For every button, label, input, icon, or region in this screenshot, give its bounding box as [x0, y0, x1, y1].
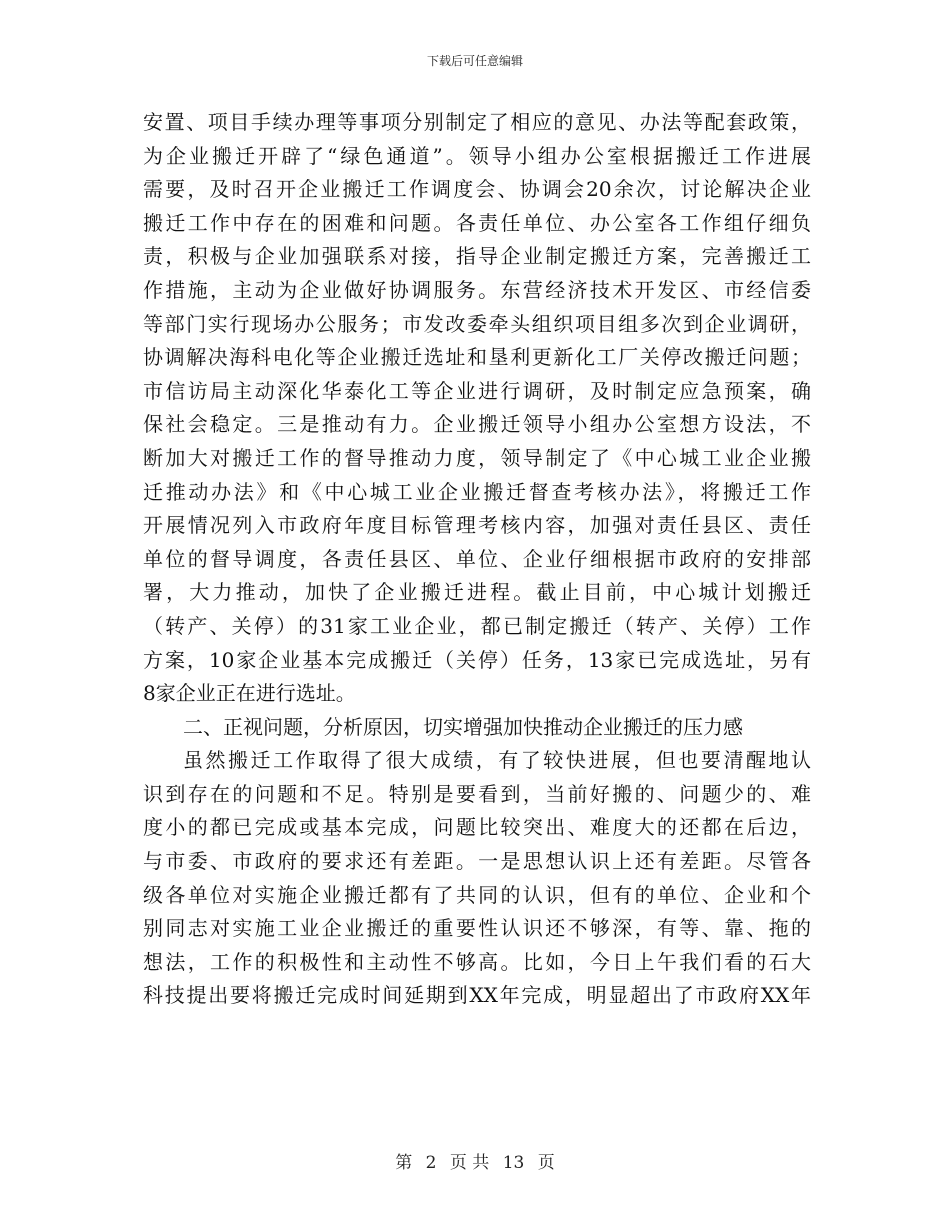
text-line: 识到存在的问题和不足。特别是要看到，当前好搬的、问题少的、难 — [143, 781, 811, 806]
text-line: 开展情况列入市政府年度目标管理考核内容，加强对责任县区、责任 — [143, 513, 811, 538]
text-line: 等部门实行现场办公服务；市发改委牵头组织项目组多次到企业调研， — [143, 311, 811, 336]
page-number: 2 — [425, 1153, 437, 1173]
text-line: 署，大力推动，加快了企业搬迁进程。截止目前，中心城计划搬迁 — [143, 580, 811, 605]
paragraph — [143, 711, 811, 745]
text-line: 8家企业正在进行选址。 — [143, 681, 356, 706]
text-line: 科技提出要将搬迁完成时间延期到XX年完成，明显超出了市政府XX年 — [143, 983, 811, 1008]
text-line: 迁推动办法》和《中心城工业企业搬迁督查考核办法》，将搬迁工作 — [143, 479, 811, 504]
text-line: 断加大对搬迁工作的督导推动力度，领导制定了《中心城工业企业搬 — [143, 445, 811, 470]
paragraph — [143, 106, 811, 711]
text-line: 别同志对实施工业企业搬迁的重要性认识还不够深，有等、靠、拖的 — [143, 916, 811, 941]
text-line: 级各单位对实施企业搬迁都有了共同的认识，但有的单位、企业和个 — [143, 882, 811, 907]
text-line: 安置、项目手续办理等事项分别制定了相应的意见、办法等配套政策， — [143, 110, 811, 134]
text-line: 方案，10家企业基本完成搬迁（关停）任务，13家已完成选址，另有 — [143, 647, 811, 672]
text-line: 与市委、市政府的要求还有差距。一是思想认识上还有差距。尽管各 — [143, 849, 811, 874]
text-line: 单位的督导调度，各责任县区、单位、企业仔细根据市政府的安排部 — [143, 546, 811, 571]
text-line: 度小的都已完成或基本完成，问题比较突出、难度大的还都在后边， — [143, 815, 811, 840]
page-suffix: 页 — [537, 1153, 555, 1173]
paragraph — [143, 744, 811, 1013]
page-header: 下载后可任意编辑 — [426, 54, 523, 68]
text-line: 需要，及时召开企业搬迁工作调度会、协调会20余次，讨论解决企业 — [143, 177, 811, 202]
text-line: 虽然搬迁工作取得了很大成绩，有了较快进展，但也要清醒地认 — [183, 748, 811, 773]
document-body — [143, 106, 811, 1013]
text-line: 保社会稳定。三是推动有力。企业搬迁领导小组办公室想方设法，不 — [143, 412, 811, 437]
text-line: 作措施，主动为企业做好协调服务。东营经济技术开发区、市经信委 — [143, 277, 811, 302]
text-line: 协调解决海科电化等企业搬迁选址和垦利更新化工厂关停改搬迁问题； — [143, 345, 811, 370]
text-line: 责，积极与企业加强联系对接，指导企业制定搬迁方案，完善搬迁工 — [143, 244, 811, 269]
page-total: 13 — [502, 1153, 525, 1173]
text-line: 想法，工作的积极性和主动性不够高。比如，今日上午我们看的石大 — [143, 949, 811, 974]
page-prefix: 第 — [395, 1153, 413, 1173]
text-line: 二、正视问题，分析原因，切实增强加快推动企业搬迁的压力感 — [183, 714, 743, 739]
text-line: （转产、关停）的31家工业企业，都已制定搬迁（转产、关停）工作 — [143, 613, 811, 638]
text-line: 搬迁工作中存在的困难和问题。各责任单位、办公室各工作组仔细负 — [143, 210, 811, 235]
page-footer — [0, 1152, 950, 1174]
text-line: 为企业搬迁开辟了“绿色通道”。领导小组办公室根据搬迁工作进展 — [143, 143, 811, 168]
page-mid: 页 共 — [449, 1153, 490, 1173]
text-line: 市信访局主动深化华泰化工等企业进行调研，及时制定应急预案，确 — [143, 378, 811, 403]
